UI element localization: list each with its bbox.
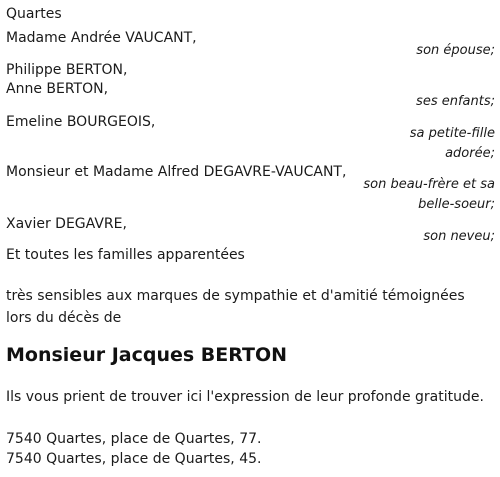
family-member-name: Emeline BOURGEOIS,: [6, 114, 156, 130]
family-member-name: Xavier DEGAVRE,: [6, 216, 127, 232]
address-line: 7540 Quartes, place de Quartes, 45.: [6, 451, 262, 467]
family-role: son beau-frère et sa: [363, 177, 495, 192]
family-member-name: Philippe BERTON,: [6, 62, 128, 78]
families-line: Et toutes les familles apparentées: [6, 247, 245, 263]
deceased-name: Monsieur Jacques BERTON: [6, 344, 288, 366]
place-header: Quartes: [6, 6, 62, 22]
address-line: 7540 Quartes, place de Quartes, 77.: [6, 431, 262, 447]
family-role: adorée;: [445, 146, 495, 161]
family-member-name: Monsieur et Madame Alfred DEGAVRE-VAUCANT,: [6, 164, 347, 180]
family-role: son neveu;: [423, 229, 495, 244]
gratitude-text: Ils vous prient de trouver ici l'expression de leur profonde gratitude.: [6, 389, 484, 405]
family-role: belle-soeur;: [418, 197, 495, 212]
family-role: ses enfants;: [416, 94, 495, 109]
family-role: son épouse;: [416, 43, 495, 58]
family-member-name: Madame Andrée VAUCANT,: [6, 30, 197, 46]
thanks-paragraph: très sensibles aux marques de sympathie et d'amitié témoignées lors du décès de: [6, 288, 465, 326]
family-role: sa petite-fille: [409, 126, 495, 141]
family-member-name: Anne BERTON,: [6, 81, 109, 97]
